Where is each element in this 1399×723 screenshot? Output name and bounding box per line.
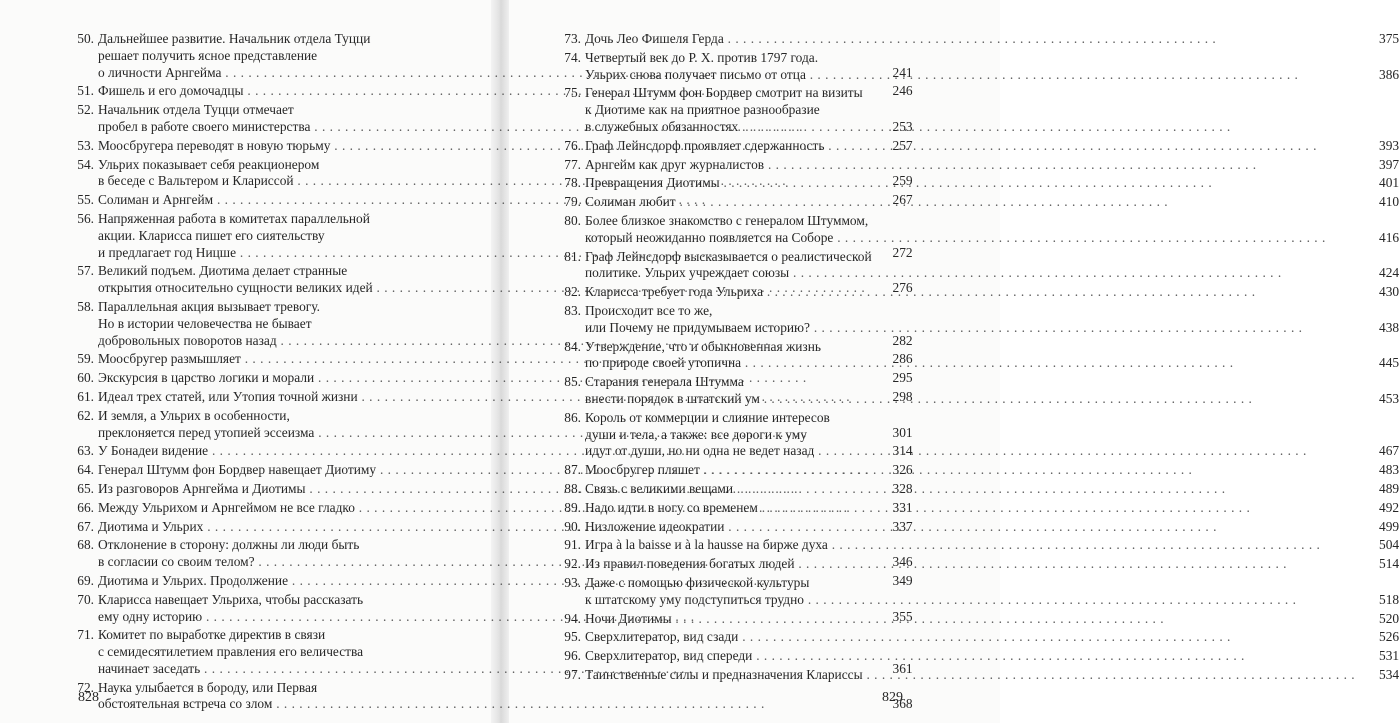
chapter-page: 534 <box>1379 666 1399 682</box>
chapter-page: 276 <box>892 280 913 296</box>
toc-entry <box>563 138 1399 155</box>
toc-entry <box>563 410 1399 460</box>
chapter-title <box>585 608 1355 628</box>
chapter-title-line: Таинственные силы и предназначения Клариссы . . . <box>585 667 1355 684</box>
chapter-number: 73. <box>564 31 581 46</box>
chapter-page: 483 <box>1379 462 1399 478</box>
chapter-page: 257 <box>892 137 913 153</box>
chapter-page: 397 <box>1379 156 1399 172</box>
chapter-title-line: идут от души, но ни одна не ведет назад . . . <box>585 443 1355 460</box>
chapter-title <box>585 537 1355 554</box>
chapter-title-line: Происходит все то же, <box>585 302 713 318</box>
chapter-title-line: Ночи Диотимы . . . <box>585 611 1355 628</box>
chapter-page: 355 <box>892 608 913 624</box>
chapter-title-line: Генерал Штумм фон Бордвер навещает Диотиму . . . <box>98 462 869 479</box>
chapter-number: 96. <box>564 648 581 664</box>
chapter-title-line: Превращения Диотимы . . . <box>585 175 1355 192</box>
chapter-number: 70. <box>77 591 94 607</box>
chapter-page: 368 <box>892 696 913 712</box>
chapter-title-line: в согласии со своим телом? . . . <box>98 554 869 571</box>
chapter-title-line: пробел в работе своего министерства . . . <box>98 119 869 136</box>
chapter-title-line: Даже с помощью физической культуры <box>585 574 810 590</box>
toc-entry <box>563 50 1399 84</box>
toc-entry <box>563 175 1399 192</box>
chapter-title-line: добровольных поворотов назад . . . <box>98 333 869 350</box>
toc-entry <box>563 303 1399 337</box>
chapter-page: 514 <box>1379 556 1399 572</box>
chapter-page: 401 <box>1379 175 1399 191</box>
chapter-title <box>585 138 1355 155</box>
chapter-number: 66. <box>77 499 94 515</box>
chapter-number: 97. <box>564 666 581 682</box>
chapter-title <box>585 175 1355 192</box>
chapter-title-line: с семидесятилетием правления его величества <box>98 644 364 660</box>
chapter-page: 375 <box>1379 31 1399 46</box>
toc-entry <box>563 31 1399 48</box>
chapter-page: 346 <box>892 554 913 570</box>
chapter-title-line: Надо идти в ногу со временем . . . <box>585 500 1355 517</box>
chapter-page: 386 <box>1379 66 1399 82</box>
chapter-title-line: Дальнейшее развитие. Начальник отдела Туцци <box>98 31 371 46</box>
chapter-number: 75. <box>564 85 581 101</box>
toc-entry <box>563 194 1399 211</box>
chapter-title-line: Экскурсия в царство логики и морали . . . <box>98 370 869 387</box>
chapter-page: 492 <box>1379 499 1399 515</box>
chapter-title <box>585 339 1355 373</box>
chapter-page: 314 <box>892 443 913 459</box>
toc-entry <box>563 500 1399 517</box>
chapter-title-line: открытия относительно сущности великих идей . . . <box>98 280 869 297</box>
chapter-number: 71. <box>77 627 94 643</box>
chapter-page: 298 <box>892 388 913 404</box>
chapter-page: 499 <box>1379 518 1399 534</box>
chapter-page: 518 <box>1379 591 1399 607</box>
chapter-number: 68. <box>77 537 94 553</box>
chapter-title-line: преклоняется перед утопией эссеизма . . . <box>98 425 869 442</box>
chapter-number: 58. <box>77 298 94 314</box>
chapter-number: 81. <box>564 248 581 264</box>
chapter-number: 62. <box>77 407 94 423</box>
chapter-number: 82. <box>564 284 581 300</box>
toc-entry <box>563 157 1399 174</box>
chapter-page: 326 <box>892 462 913 478</box>
chapter-page: 241 <box>892 64 913 80</box>
chapter-page: 393 <box>1379 137 1399 153</box>
chapter-page: 328 <box>892 480 913 496</box>
chapter-title <box>585 157 1355 174</box>
chapter-title-line: Граф Лейнсдорф высказывается о реалистической <box>585 248 872 264</box>
chapter-page: 282 <box>892 332 913 348</box>
chapter-title-line: Солиман и Арнгейм . . . <box>98 192 869 209</box>
chapter-title-line: Дочь Лео Фишеля Герда . . . <box>585 31 1355 48</box>
chapter-title <box>585 481 1355 498</box>
chapter-page: 430 <box>1379 284 1399 300</box>
chapter-title-line: решает получить ясное представление <box>98 47 318 63</box>
chapter-title-line: И земля, а Ульрих в особенности, <box>98 407 290 423</box>
chapter-title <box>585 629 1355 646</box>
chapter-number: 92. <box>564 556 581 572</box>
left-page-number: 828 <box>78 690 99 705</box>
chapter-title-line: Идеал трех статей, или Утопия точной жизни . . . <box>98 389 869 406</box>
chapter-number: 50. <box>77 31 94 46</box>
chapter-title-line: Комитет по выработке директив в связи <box>98 627 326 643</box>
chapter-title-line: Великий подъем. Диотима делает странные <box>98 263 348 279</box>
chapter-number: 56. <box>77 210 94 226</box>
chapter-title-line: Начальник отдела Туцци отмечает <box>98 102 294 118</box>
chapter-number: 59. <box>77 351 94 367</box>
chapter-number: 61. <box>77 388 94 404</box>
chapter-number: 95. <box>564 629 581 645</box>
chapter-page: 416 <box>1379 229 1399 245</box>
toc-right-list <box>563 31 1399 686</box>
chapter-title-line: Отклонение в сторону: должны ли люди быть <box>98 537 360 553</box>
chapter-page: 361 <box>892 660 913 676</box>
right-page-number: 829 <box>882 690 903 705</box>
toc-entry <box>563 572 1399 609</box>
chapter-page: 410 <box>1379 194 1399 210</box>
chapter-title-line: Из правил поведения богатых людей . . . <box>585 556 1355 573</box>
chapter-title <box>585 556 1355 573</box>
chapter-title <box>585 284 1355 301</box>
chapter-number: 51. <box>77 83 94 99</box>
chapter-page: 286 <box>892 351 913 367</box>
chapter-page: 253 <box>892 118 913 134</box>
chapter-title <box>585 50 1355 84</box>
chapter-title-line: и предлагает год Ницше . . . <box>98 245 869 262</box>
chapter-number: 94. <box>564 610 581 626</box>
chapter-page: 331 <box>892 499 913 515</box>
chapter-number: 60. <box>77 370 94 386</box>
chapter-number: 52. <box>77 102 94 118</box>
chapter-title-line: Моосбругер пляшет . . . <box>585 462 1355 479</box>
chapter-title <box>585 303 1355 337</box>
chapter-title <box>585 374 1355 408</box>
chapter-title-line: Диотима и Ульрих . . . <box>98 519 869 536</box>
chapter-title-line: Ульрих снова получает письмо от отца . . . <box>585 67 1355 84</box>
toc-entry <box>563 85 1399 135</box>
chapter-title-line: Но в истории человечества не бывает <box>98 315 312 331</box>
toc-entry <box>563 556 1399 573</box>
toc-entry <box>563 648 1399 665</box>
chapter-number: 57. <box>77 263 94 279</box>
chapter-title-line: Арнгейм как друг журналистов . . . <box>585 157 1355 174</box>
toc-entry <box>563 213 1399 247</box>
chapter-page: 520 <box>1379 610 1399 626</box>
chapter-page: 438 <box>1379 319 1399 335</box>
chapter-title-line: в беседе с Вальтером и Клариссой . . . <box>98 173 869 190</box>
chapter-title <box>585 462 1355 479</box>
chapter-page: 246 <box>892 83 913 99</box>
chapter-title-line: или Почему не придумываем историю? . . . <box>585 320 1355 337</box>
chapter-title-line: Граф Лейнсдорф проявляет сдержанность . . . <box>585 138 1355 155</box>
chapter-title-line: Между Ульрихом и Арнгеймом не все гладко . . . <box>98 500 869 517</box>
chapter-title-line: Моосбругер размышляет . . . <box>98 351 869 368</box>
chapter-page: 504 <box>1379 537 1399 553</box>
chapter-page: 445 <box>1379 355 1399 371</box>
chapter-number: 53. <box>77 137 94 153</box>
chapter-title-line: Низложение идеократии . . . <box>585 519 1355 536</box>
chapter-page: 337 <box>892 518 913 534</box>
chapter-title-line: обстоятельная встреча со злом . . . <box>98 696 869 713</box>
chapter-title-line: в служебных обязанностях . . . <box>585 119 1355 136</box>
chapter-page: 531 <box>1379 648 1399 664</box>
chapter-title-line: Наука улыбается в бороду, или Первая <box>98 679 318 695</box>
chapter-number: 55. <box>77 192 94 208</box>
chapter-title-line: ему одну историю . . . <box>98 609 869 626</box>
chapter-number: 86. <box>564 409 581 425</box>
toc-entry <box>563 481 1399 498</box>
toc-entry <box>563 249 1399 283</box>
chapter-number: 84. <box>564 338 581 354</box>
chapter-page: 467 <box>1379 443 1399 459</box>
chapter-title-line: акции. Кларисса пишет его сиятельству <box>98 227 325 243</box>
toc-entry <box>563 537 1399 554</box>
chapter-number: 79. <box>564 194 581 210</box>
chapter-title-line: по природе своей утопична . . . <box>585 355 1355 372</box>
chapter-title-line: Ульрих показывает себя реакционером <box>98 156 320 172</box>
chapter-title-line: политике. Ульрих учреждает союзы . . . <box>585 265 1355 282</box>
chapter-title-line: о личности Арнгейма . . . <box>98 65 869 82</box>
chapter-number: 89. <box>564 499 581 515</box>
chapter-title-line: Генерал Штумм фон Бордвер смотрит на визиты <box>585 85 863 101</box>
chapter-number: 78. <box>564 175 581 191</box>
chapter-title <box>585 249 1355 283</box>
chapter-title-line: начинает заседать . . . <box>98 661 869 678</box>
chapter-title-line: Фишель и его домочадцы . . . <box>98 83 869 100</box>
chapter-title <box>585 667 1355 684</box>
chapter-page: 295 <box>892 370 913 386</box>
chapter-number: 63. <box>77 443 94 459</box>
chapter-title-line: У Бонадеи видение . . . <box>98 443 869 460</box>
chapter-number: 64. <box>77 462 94 478</box>
chapter-page: 424 <box>1379 265 1399 281</box>
chapter-title <box>585 85 1355 135</box>
toc-entry <box>563 608 1399 628</box>
chapter-title <box>585 194 1355 211</box>
chapter-title-line: Диотима и Ульрих. Продолжение . . . <box>98 573 869 590</box>
chapter-title-line: души и тела, а также: все дороги к уму <box>585 426 807 442</box>
chapter-number: 69. <box>77 572 94 588</box>
toc-entry <box>563 374 1399 408</box>
chapter-number: 54. <box>77 156 94 172</box>
chapter-number: 65. <box>77 480 94 496</box>
chapter-title-line: Моосбругера переводят в новую тюрьму . . . <box>98 138 869 155</box>
chapter-title-line: Король от коммерции и слияние интересов <box>585 409 830 425</box>
toc-entry <box>563 667 1399 684</box>
chapter-title-line: к Диотиме как на приятное разнообразие <box>585 102 820 118</box>
chapter-page: 349 <box>892 572 913 588</box>
chapter-page: 526 <box>1379 629 1399 645</box>
chapter-title <box>585 213 1355 247</box>
chapter-number: 74. <box>564 49 581 65</box>
chapter-title-line: внести порядок в штатский ум . . . <box>585 391 1355 408</box>
chapter-number: 67. <box>77 518 94 534</box>
chapter-number: 91. <box>564 537 581 553</box>
chapter-number: 87. <box>564 462 581 478</box>
chapter-title-line: Сверхлитератор, вид спереди . . . <box>585 648 1355 665</box>
chapter-number: 80. <box>564 212 581 228</box>
chapter-title <box>585 572 1355 609</box>
chapter-page: 259 <box>892 173 913 189</box>
toc-entry <box>563 462 1399 479</box>
chapter-title-line: Старания генерала Штумма <box>585 374 744 390</box>
chapter-title-line: Из разговоров Арнгейма и Диотимы . . . <box>98 481 869 498</box>
chapter-page: 272 <box>892 244 913 260</box>
chapter-title-line: Параллельная акция вызывает тревогу. <box>98 298 320 314</box>
chapter-title-line: Четвертый век до Р. Х. против 1797 года. <box>585 49 819 65</box>
toc-entry <box>563 339 1399 373</box>
chapter-title-line: Сверхлитератор, вид сзади . . . <box>585 629 1355 646</box>
chapter-title-line: Игра à la baisse и à la hausse на бирже духа . . . <box>585 537 1355 554</box>
chapter-title-line: Утверждение, что и обыкновенная жизнь <box>585 338 821 354</box>
chapter-title-line: Солиман любит . . . <box>585 194 1355 211</box>
chapter-page: 301 <box>892 424 913 440</box>
chapter-title <box>585 410 1355 460</box>
chapter-number: 77. <box>564 156 581 172</box>
chapter-title-line: Кларисса навещает Ульриха, чтобы рассказать <box>98 591 364 607</box>
chapter-title-line: Напряженная работа в комитетах параллельной <box>98 210 370 226</box>
chapter-title-line: который неожиданно появляется на Соборе . . . <box>585 230 1355 247</box>
chapter-number: 72. <box>77 679 94 695</box>
chapter-title <box>585 500 1355 517</box>
toc-entry <box>563 519 1399 536</box>
chapter-number: 88. <box>564 480 581 496</box>
chapter-number: 90. <box>564 518 581 534</box>
chapter-number: 93. <box>564 574 581 590</box>
chapter-title-line: Более близкое знакомство с генералом Штуммом, <box>585 212 869 228</box>
chapter-number: 76. <box>564 137 581 153</box>
chapter-page: 267 <box>892 192 913 208</box>
chapter-number: 83. <box>564 302 581 318</box>
chapter-page: 453 <box>1379 390 1399 406</box>
toc-entry <box>563 629 1399 646</box>
chapter-title-line: к штатскому уму подступиться трудно . . . <box>585 592 1355 609</box>
chapter-title <box>585 648 1355 665</box>
chapter-title-line: Связь с великими вещами . . . <box>585 481 1355 498</box>
chapter-title <box>585 31 1355 48</box>
chapter-title <box>585 519 1355 536</box>
chapter-number: 85. <box>564 374 581 390</box>
chapter-page: 489 <box>1379 480 1399 496</box>
chapter-title-line: Кларисса требует года Ульриха . . . <box>585 284 1355 301</box>
toc-entry <box>563 284 1399 301</box>
